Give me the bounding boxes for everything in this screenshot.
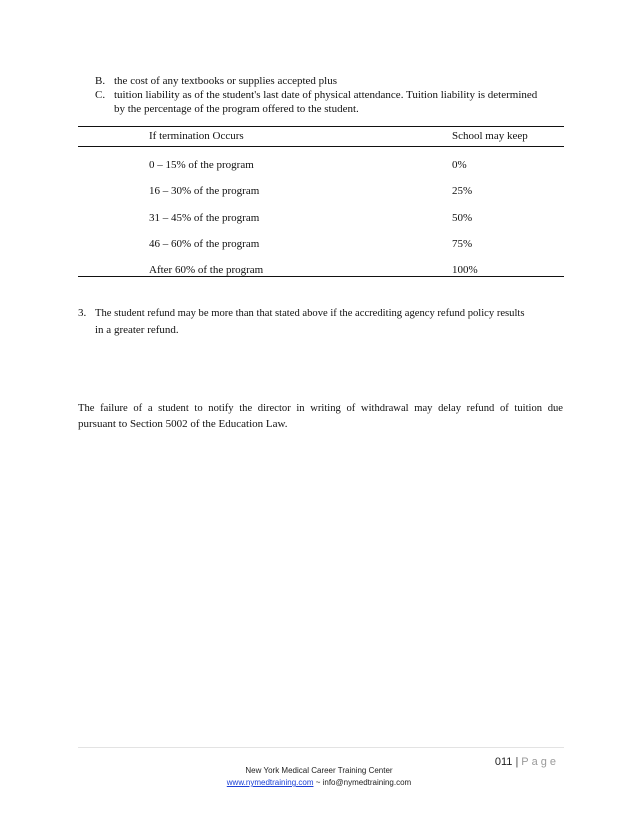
- closing-paragraph-line-2: pursuant to Section 5002 of the Education Law.: [78, 418, 288, 430]
- page-separator: |: [515, 756, 519, 768]
- table-header-rule: [78, 146, 564, 147]
- item3-line-1: The student refund may be more than that stated above if the accrediting agency refund policy results: [95, 308, 525, 319]
- table-row-keep: 75%: [452, 238, 473, 250]
- list-letter: B.: [95, 75, 106, 87]
- table-row-range: 31 – 45% of the program: [149, 212, 260, 224]
- closing-paragraph-line-1: The failure of a student to notify the director in writing of withdrawal may delay refund of tuition due: [78, 403, 563, 414]
- table-row-keep: 100%: [452, 264, 478, 276]
- list-letter: C.: [95, 89, 106, 101]
- footer-contact: [0, 777, 638, 788]
- list-text: by the percentage of the program offered to the student.: [114, 103, 359, 115]
- list-text: the cost of any textbooks or supplies accepted plus: [114, 75, 338, 87]
- item3-number: 3.: [78, 307, 87, 319]
- item3-line-2: in a greater refund.: [95, 324, 179, 336]
- table-row-keep: 50%: [452, 212, 473, 224]
- website-link[interactable]: www.nymedtraining.com: [226, 778, 314, 787]
- table-header-termination: If termination Occurs: [149, 130, 244, 142]
- footer-tilde: ~: [313, 778, 323, 787]
- table-row-range: 46 – 60% of the program: [149, 238, 260, 250]
- footer-org-name: New York Medical Career Training Center: [245, 766, 393, 775]
- table-row-keep: 25%: [452, 185, 473, 197]
- table-row-keep: 0%: [452, 159, 467, 171]
- table-top-rule: [78, 126, 564, 127]
- footer-email: info@nymedtraining.com: [322, 778, 412, 787]
- table-header-keep: School may keep: [452, 130, 528, 142]
- table-row-range: 0 – 15% of the program: [149, 159, 254, 171]
- table-bottom-rule: [78, 276, 564, 277]
- page-number-value: 011: [494, 756, 513, 768]
- table-row-range: After 60% of the program: [149, 264, 264, 276]
- footer-divider: [78, 747, 564, 748]
- page-word: Page: [521, 756, 559, 768]
- list-text: tuition liability as of the student's last date of physical attendance. Tuition liability is determined: [114, 89, 538, 101]
- table-row-range: 16 – 30% of the program: [149, 185, 260, 197]
